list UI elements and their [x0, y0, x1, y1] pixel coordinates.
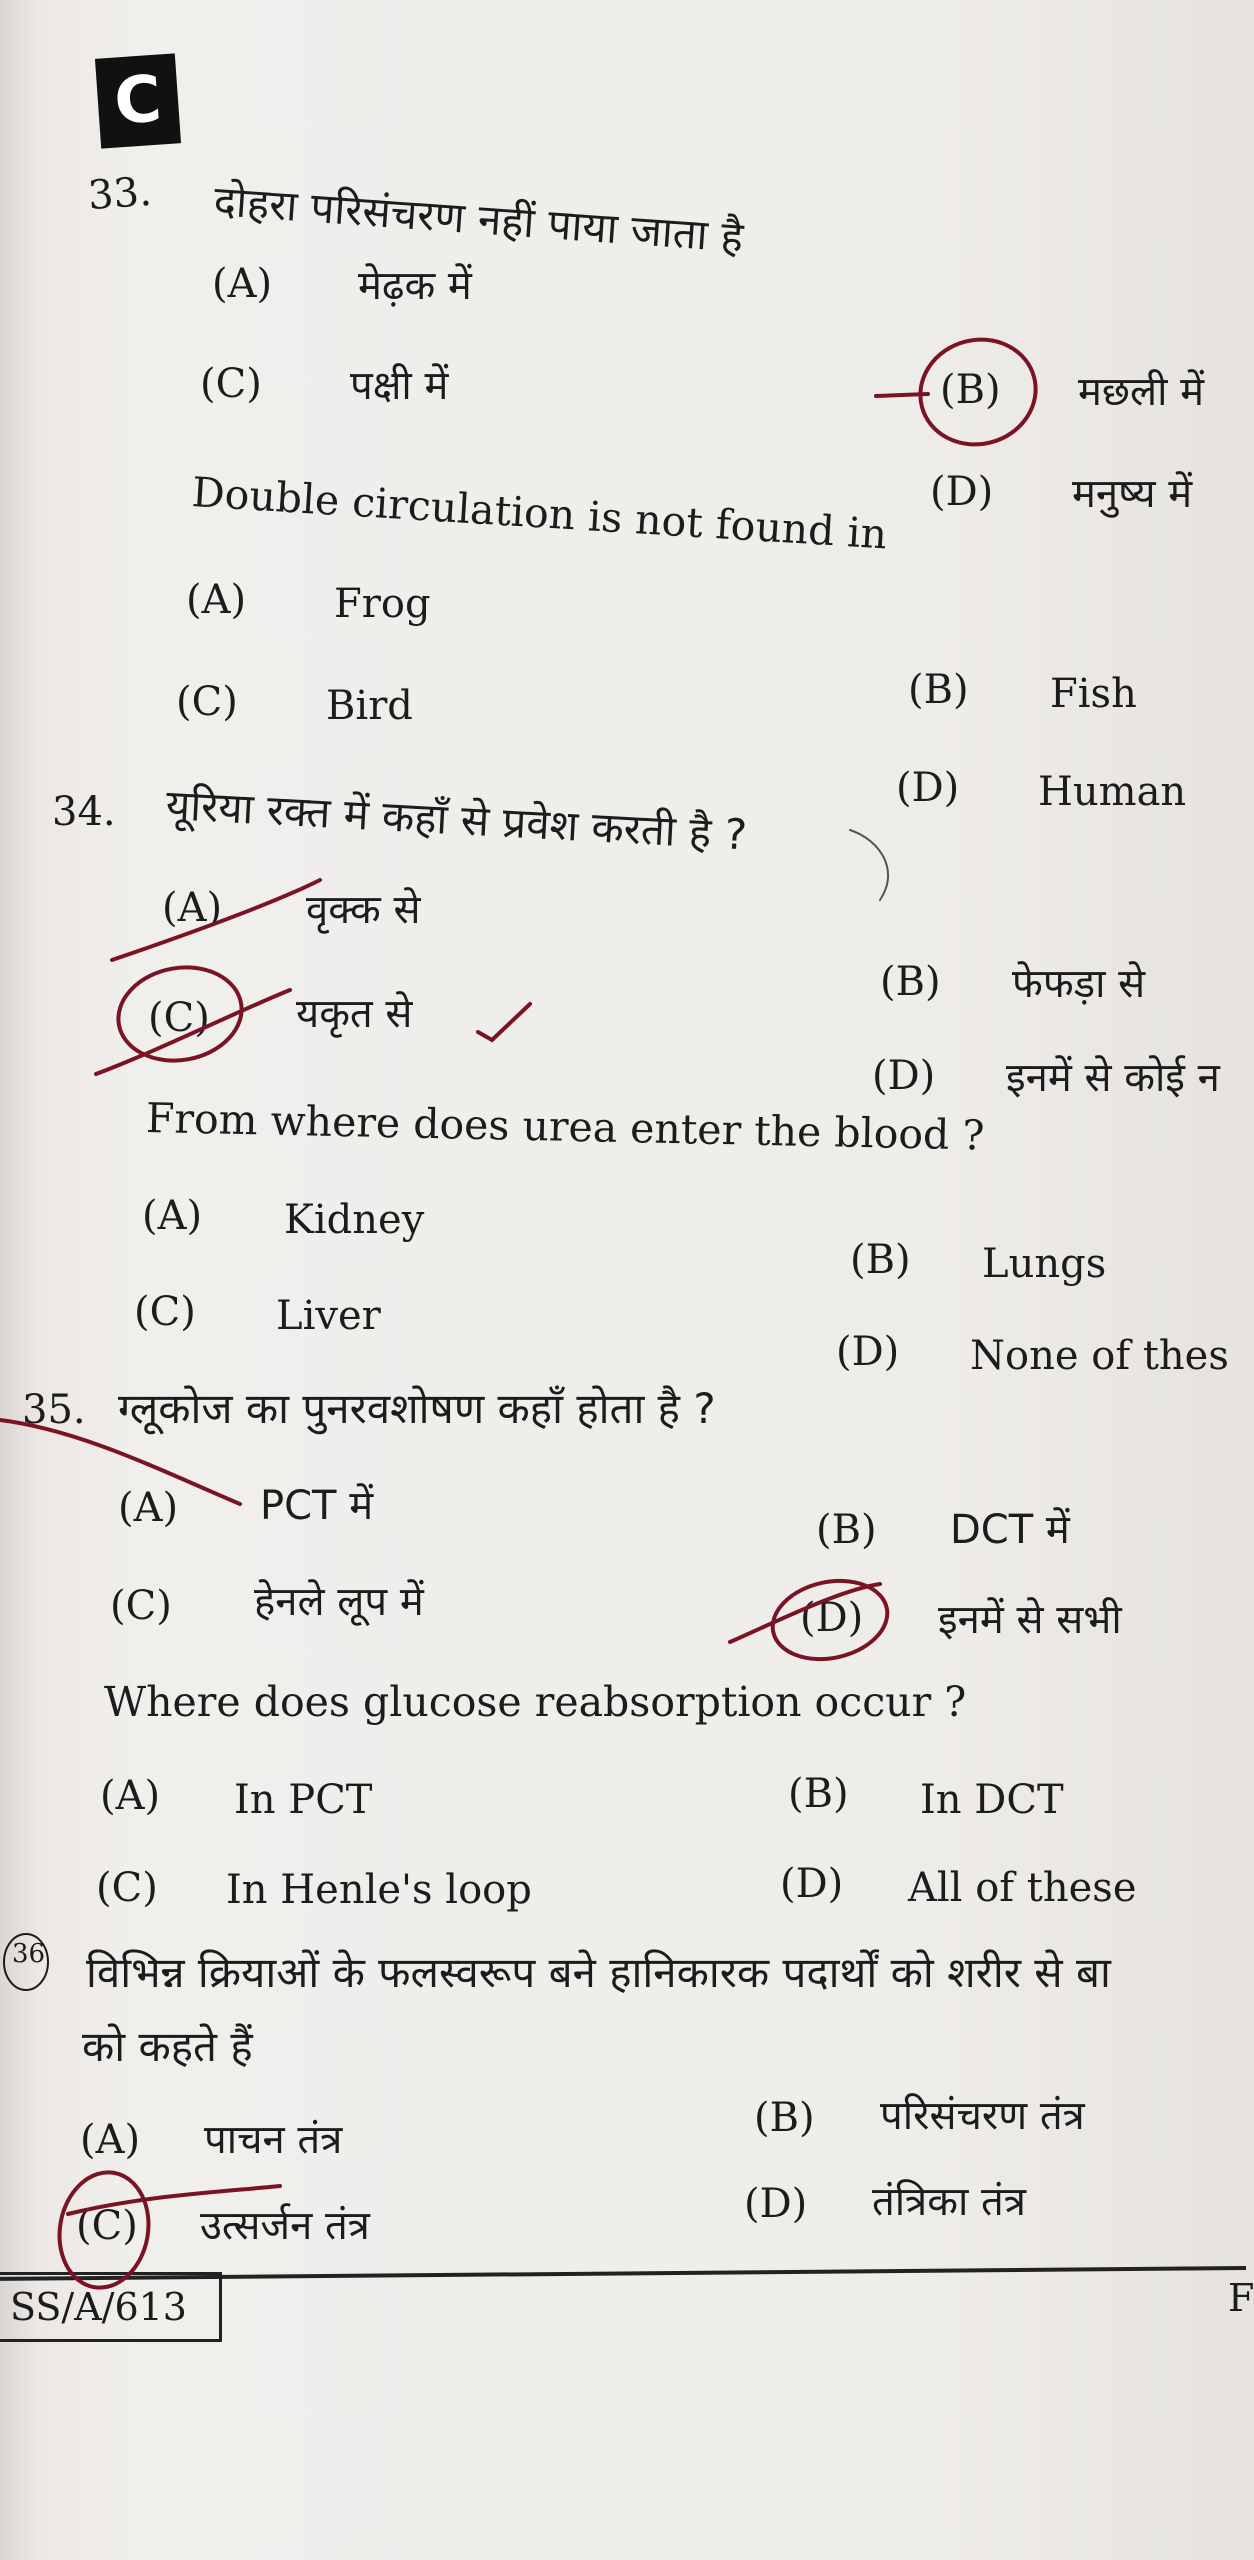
- option-text: हेनले लूप में: [254, 1579, 424, 1625]
- strike-34c: [96, 990, 290, 1074]
- option-label: (C): [148, 995, 210, 1041]
- option-label: (B): [880, 959, 941, 1005]
- option-text: Frog: [334, 581, 431, 627]
- option-text: तंत्रिका तंत्र: [872, 2179, 1026, 2225]
- option-label: (B): [816, 1507, 877, 1553]
- option-text: उत्सर्जन तंत्र: [200, 2203, 370, 2249]
- option-label: (D): [800, 1595, 864, 1641]
- option-text: Liver: [276, 1293, 381, 1339]
- option-text: फेफड़ा से: [1012, 961, 1146, 1007]
- option-label: (A): [80, 2117, 141, 2163]
- option-label: (D): [780, 1861, 844, 1907]
- set-badge: C: [95, 53, 181, 148]
- paper-code: SS/A/613: [10, 2285, 187, 2329]
- q36-number-circle: [4, 1934, 48, 1990]
- question-text-hindi: ग्लूकोज का पुनरवशोषण कहाँ होता है ?: [118, 1384, 716, 1433]
- option-label: (C): [110, 1583, 172, 1629]
- option-text: All of these: [908, 1865, 1137, 1911]
- question-text-english: Double circulation is not found in: [190, 468, 889, 559]
- option-label: (D): [872, 1053, 936, 1099]
- answer-circle-36: [51, 2165, 158, 2295]
- strike-34a: [112, 880, 320, 960]
- option-label: (A): [142, 1193, 203, 1239]
- option-text: परिसंचरण तंत्र: [880, 2093, 1085, 2139]
- option-label: (A): [118, 1485, 179, 1531]
- option-text: वृक्क से: [306, 887, 421, 933]
- option-text: इनमें से कोई न: [1006, 1055, 1220, 1101]
- question-number: 35.: [22, 1387, 86, 1433]
- option-label: (C): [96, 1865, 158, 1911]
- option-text: इनमें से सभी: [938, 1597, 1122, 1643]
- option-label: (C): [200, 361, 262, 407]
- option-label: (C): [176, 679, 238, 725]
- option-label: (B): [788, 1771, 849, 1817]
- option-label: (D): [744, 2181, 808, 2227]
- option-text: Bird: [326, 683, 413, 729]
- option-text: पक्षी में: [350, 363, 449, 409]
- option-label: (A): [212, 261, 273, 307]
- question-number: 36: [12, 1939, 46, 1969]
- option-text: In Henle's loop: [226, 1867, 532, 1913]
- answer-circle-33: [909, 327, 1048, 457]
- option-text: DCT में: [950, 1507, 1070, 1553]
- option-text: मेढ़क में: [358, 263, 472, 309]
- option-label: (B): [850, 1237, 911, 1283]
- option-text: In PCT: [234, 1777, 373, 1823]
- question-text-hindi-line2: को कहते हैं: [82, 2022, 253, 2071]
- question-text-hindi: यूरिया रक्त में कहाँ से प्रवेश करती है ?: [164, 780, 749, 860]
- option-text: मनुष्य में: [1072, 471, 1193, 517]
- option-text: Lungs: [982, 1241, 1107, 1287]
- strike-35d: [730, 1584, 880, 1642]
- option-label: (D): [896, 765, 960, 811]
- question-number: 33.: [86, 168, 154, 220]
- option-label: (C): [76, 2203, 138, 2249]
- option-text: मछली में: [1078, 369, 1205, 415]
- option-label: (B): [940, 367, 1001, 413]
- option-text: Kidney: [284, 1197, 425, 1243]
- option-label: (A): [186, 577, 247, 623]
- q35-underline: [0, 1420, 240, 1504]
- strike-36c: [68, 2186, 280, 2214]
- pencil-curve-34: [850, 830, 888, 900]
- option-text: यकृत से: [296, 991, 413, 1037]
- tick-mark-34: [478, 1004, 530, 1040]
- question-text-english: From where does urea enter the blood ?: [145, 1094, 985, 1160]
- option-label: (B): [908, 667, 969, 713]
- question-text-hindi: विभिन्न क्रियाओं के फलस्वरूप बने हानिकारक पदार्थों को शरीर से बा: [86, 1948, 1111, 1997]
- question-text-hindi: दोहरा परिसंचरण नहीं पाया जाता है: [212, 176, 745, 262]
- option-text: PCT में: [260, 1483, 374, 1529]
- option-label: (D): [836, 1329, 900, 1375]
- question-number: 34.: [52, 789, 116, 835]
- option-text: Human: [1038, 769, 1187, 815]
- option-label: (A): [162, 885, 223, 931]
- page-edge-letter: F: [1228, 2276, 1254, 2320]
- option-text: पाचन तंत्र: [204, 2117, 343, 2163]
- answer-circle-34: [111, 958, 249, 1070]
- option-text: In DCT: [920, 1777, 1064, 1823]
- question-text-english: Where does glucose reabsorption occur ?: [104, 1678, 967, 1726]
- option-label: (A): [100, 1773, 161, 1819]
- option-label: (C): [134, 1289, 196, 1335]
- option-label: (B): [754, 2095, 815, 2141]
- option-text: Fish: [1050, 671, 1137, 717]
- option-label: (D): [930, 469, 994, 515]
- answer-dash-33: [876, 394, 928, 396]
- option-text: None of thes: [970, 1333, 1229, 1379]
